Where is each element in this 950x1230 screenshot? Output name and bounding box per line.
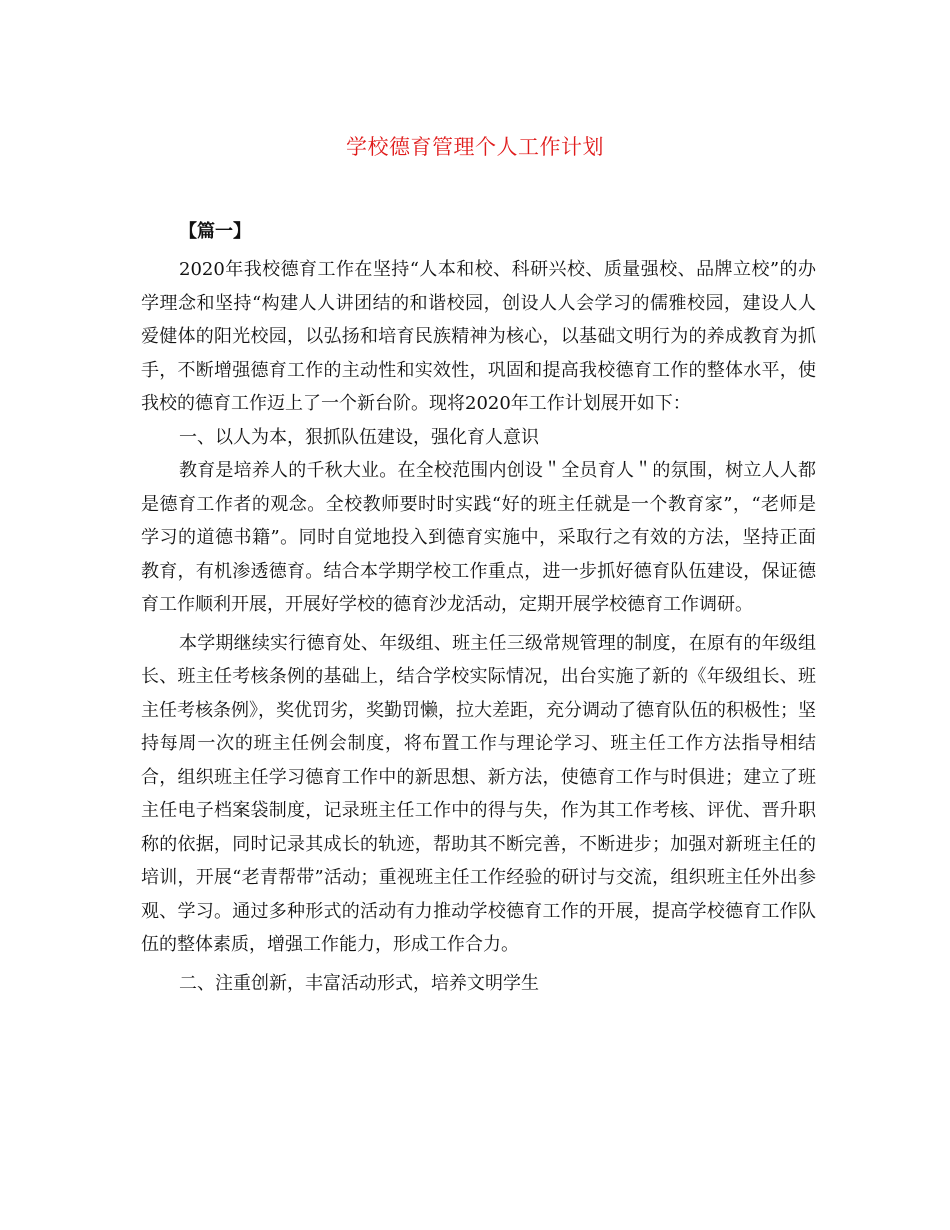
body-paragraph: 2020年我校德育工作在坚持“人本和校、科研兴校、质量强校、品牌立校”的办学理念和坚持“构建人人讲团结的和谐校园，创设人人会学习的儒雅校园，建设人人爱健体的阳光校园，以弘扬和培育民族精神为核心，以基础文明行为的养成教育为抓手，不断增强德育工作的主动性和实效性，巩固和提高我校德育工作的整体水平，使我校的德育工作迈上了一个新台阶。现将2020年工作计划展开如下： [141,259,816,414]
document-title: 学校德育管理个人工作计划 [346,135,604,159]
section-heading: 二、注重创新，丰富活动形式，培养文明学生 [179,972,539,994]
section-label: 【篇一】 [179,221,251,242]
body-paragraph: 本学期继续实行德育处、年级组、班主任三级常规管理的制度，在原有的年级组长、班主任考核条例的基础上，结合学校实际情况，出台实施了新的《年级组长、班主任考核条例》，奖优罚劣，奖勤罚懒，拉大差距，充分调动了德育队伍的积极性；坚持每周一次的班主任例会制度，将布置工作与理论学习、班主任工作方法指导相结合，组织班主任学习德育工作中的新思想、新方法，使德育工作与时俱进；建立了班主任电子档案袋制度，记录班主任工作中的得与失，作为其工作考核、评优、晋升职称的依据，同时记录其成长的轨迹，帮助其不断完善，不断进步；加强对新班主任的培训，开展“老青帮带”活动；重视班主任工作经验的研讨与交流，组织班主任外出参观、学习。通过多种形式的活动有力推动学校德育工作的开展，提高学校德育工作队伍的整体素质，增强工作能力，形成工作合力。 [141,632,816,955]
section-heading: 一、以人为本，狠抓队伍建设，强化育人意识 [179,426,539,448]
body-paragraph: 教育是培养人的千秋大业。在全校范围内创设＂全员育人＂的氛围，树立人人都是德育工作者的观念。全校教师要时时实践“好的班主任就是一个教育家”，“老师是学习的道德书籍”。同时自觉地投入到德育实施中，采取行之有效的方法，坚持正面教育，有机渗透德育。结合本学期学校工作重点，进一步抓好德育队伍建设，保证德育工作顺利开展，开展好学校的德育沙龙活动，定期开展学校德育工作调研。 [141,460,816,615]
document-body [141,253,816,1000]
